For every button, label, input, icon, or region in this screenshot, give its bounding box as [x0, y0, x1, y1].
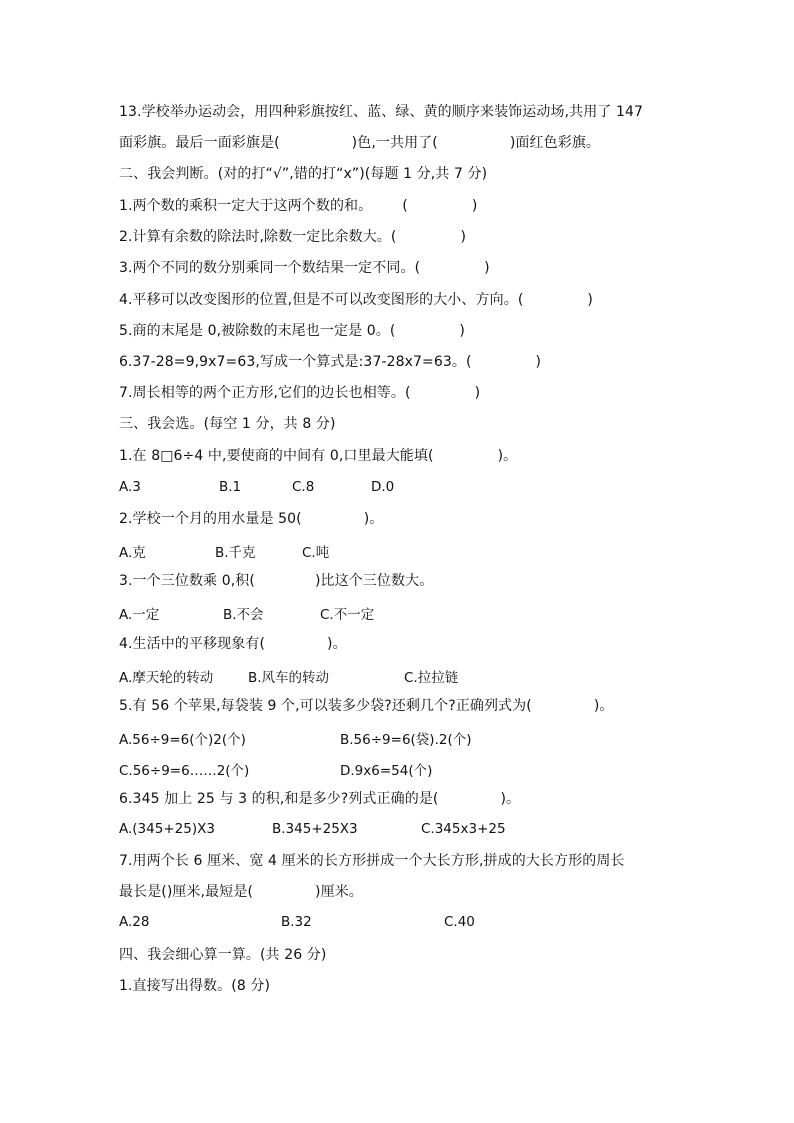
paren-close: ) — [459, 323, 465, 339]
question-text: 1.在 8□6÷4 中,要使商的中间有 0,口里最大能填( — [119, 448, 434, 464]
option-c[interactable]: C.不一定 — [320, 607, 375, 623]
question-text: 最长是()厘米,最短是( — [119, 884, 254, 900]
question-text-end: )。 — [500, 791, 521, 807]
paren-open: ( — [465, 354, 472, 370]
paren-open: ( — [414, 260, 421, 276]
judge-item-2 — [119, 227, 466, 247]
question-text-end: )。 — [327, 636, 347, 652]
option-b[interactable]: B.风车的转动 — [248, 670, 330, 686]
option-a[interactable]: A.56÷9=6(个)2(个) — [119, 732, 246, 748]
q13-line2 — [119, 133, 600, 153]
option-b[interactable]: B.56÷9=6(袋).2(个) — [340, 732, 472, 748]
choice-q5 — [119, 696, 613, 716]
option-d[interactable]: D.0 — [371, 479, 395, 495]
option-b[interactable]: B.32 — [281, 914, 312, 930]
question-text: 5.有 56 个苹果,每袋装 9 个,可以装多少袋?还剩几个?正确列式为( — [119, 698, 532, 714]
section4-q1: 1.直接写出得数。(8 分) — [119, 978, 271, 994]
choice-q2 — [119, 509, 383, 529]
choice-q1 — [119, 446, 517, 466]
option-b[interactable]: B.1 — [219, 479, 242, 495]
option-b[interactable]: B.345+25X3 — [272, 821, 358, 837]
paren-close: ) — [535, 354, 542, 370]
option-b[interactable]: B.不会 — [223, 607, 264, 623]
choice-q4 — [119, 634, 347, 654]
option-c[interactable]: C.吨 — [302, 545, 330, 561]
option-a[interactable]: A.(345+25)X3 — [119, 821, 215, 837]
judge-text: 1.两个数的乘积一定大于这两个数的和。 — [119, 198, 373, 214]
judge-text: 3.两个不同的数分别乘同一个数结果一定不同。 — [119, 260, 415, 276]
section2-heading: 二、我会判断。(对的打“√”,错的打“x”)(每题 1 分,共 7 分) — [119, 166, 488, 182]
option-d[interactable]: D.9x6=54(个) — [340, 763, 433, 779]
paren-open: ( — [389, 323, 396, 339]
question-text: 4.生活中的平移现象有( — [119, 636, 266, 652]
option-c[interactable]: C.8 — [292, 479, 315, 495]
option-c[interactable]: C.56÷9=6……2(个) — [119, 763, 250, 779]
question-text: 6.345 加上 25 与 3 的积,和是多少?列式正确的是( — [119, 791, 439, 807]
option-c[interactable]: C.40 — [444, 914, 475, 930]
question-text-end: )。 — [593, 698, 614, 714]
choice-q7-line2 — [119, 882, 363, 902]
paren-close: ) — [460, 229, 467, 245]
option-a[interactable]: A.摩天轮的转动 — [119, 670, 214, 686]
question-text-end: )厘米。 — [315, 884, 363, 900]
option-c[interactable]: C.拉拉链 — [404, 670, 459, 686]
question-text-end: )。 — [497, 448, 518, 464]
judge-item-4 — [119, 290, 593, 310]
question-text-end: )比这个三位数大。 — [314, 573, 434, 589]
option-a[interactable]: A.一定 — [119, 607, 160, 623]
question-text: 3.一个三位数乘 0,积( — [119, 573, 255, 589]
judge-item-5 — [119, 321, 465, 341]
judge-text: 7.周长相等的两个正方形,它们的边长也相等。 — [119, 385, 406, 401]
question-text-end: )。 — [363, 511, 384, 527]
judge-text: 4.平移可以改变图形的位置,但是不可以改变图形的大小、方向。 — [119, 292, 518, 308]
paren-close: ) — [474, 385, 481, 401]
judge-item-3 — [119, 258, 490, 278]
q13-text-a: 面彩旗。最后一面彩旗是( — [119, 135, 280, 151]
paren-close: ) — [587, 292, 593, 308]
section4-heading: 四、我会细心算一算。(共 26 分) — [119, 947, 327, 963]
q13-text-c: )面红色彩旗。 — [509, 135, 601, 151]
paren-close: ) — [471, 198, 478, 214]
judge-text: 5.商的末尾是 0,被除数的末尾也一定是 0。 — [119, 323, 390, 339]
section3-heading: 三、我会选。(每空 1 分，共 8 分) — [119, 416, 336, 432]
option-a[interactable]: A.28 — [119, 914, 150, 930]
judge-text: 6.37-28=9,9x7=63,写成一个算式是:37-28x7=63。 — [119, 354, 466, 370]
judge-text: 2.计算有余数的除法时,除数一定比余数大。 — [119, 229, 391, 245]
judge-item-7 — [119, 383, 480, 403]
option-a[interactable]: A.克 — [119, 545, 146, 561]
paren-open: ( — [405, 385, 411, 401]
option-b[interactable]: B.千克 — [215, 545, 256, 561]
question-text: 2.学校一个月的用水量是 50( — [119, 511, 302, 527]
q13-line1: 13.学校举办运动会，用四种彩旗按红、蓝、绿、黄的顺序来装饰运动场,共用了 147 — [119, 104, 643, 120]
judge-item-6 — [119, 352, 541, 372]
paren-open: ( — [402, 198, 408, 214]
option-c[interactable]: C.345x3+25 — [421, 821, 506, 837]
paren-close: ) — [484, 260, 490, 276]
choice-q7-line1: 7.用两个长 6 厘米、宽 4 厘米的长方形拼成一个大长方形,拼成的大长方形的周长 — [119, 853, 625, 869]
choice-q6 — [119, 789, 520, 809]
paren-open: ( — [517, 292, 524, 308]
judge-item-1 — [119, 196, 477, 216]
choice-q3 — [119, 571, 433, 591]
paren-open: ( — [390, 229, 397, 245]
option-a[interactable]: A.3 — [119, 479, 141, 495]
q13-text-b: )色,一共用了( — [351, 135, 438, 151]
